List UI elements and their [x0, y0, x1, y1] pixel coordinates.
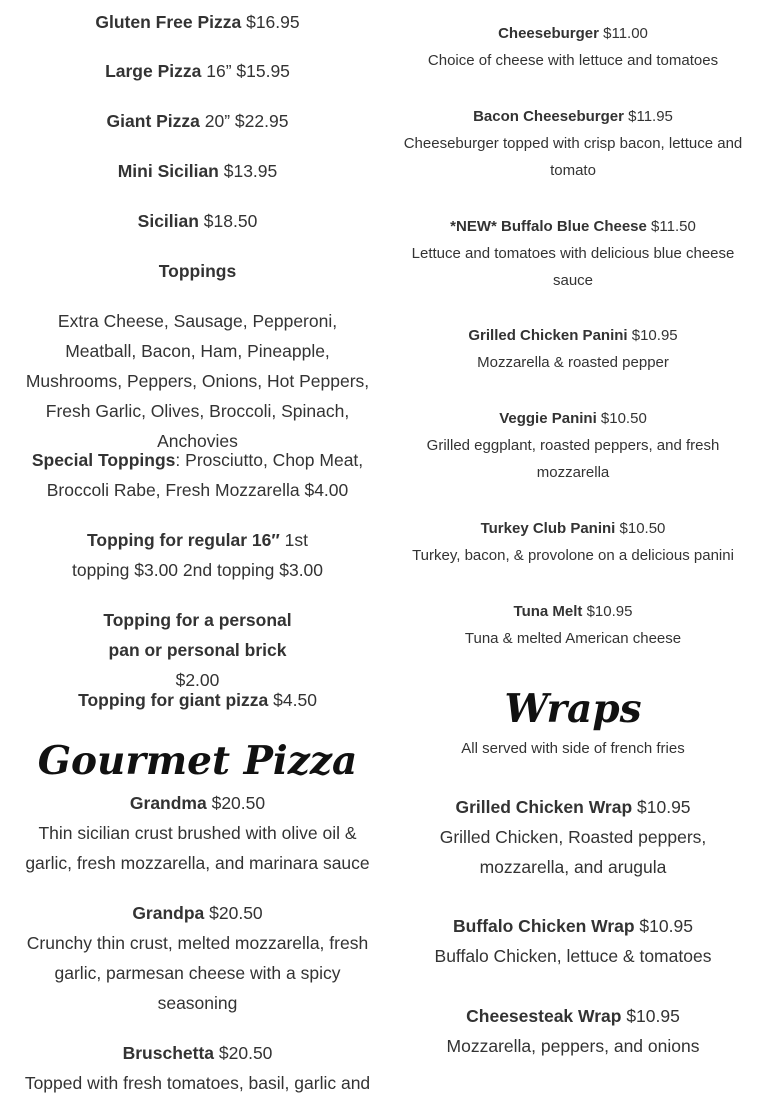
wraps-subtitle: All served with side of french fries: [461, 740, 685, 757]
wrap-item-cheesesteak: [393, 1001, 753, 1061]
toppings-list: Extra Cheese, Sausage, Pepperoni, Meatball, Bacon, Ham, Pineapple, Mushrooms, Peppers, Onions, Hot Peppers, Fresh Garlic, Olives, Broccoli, Spinach, Anchovies: [25, 311, 370, 451]
special-toppings: [20, 445, 375, 505]
menu-line-sicilian: [20, 206, 375, 236]
topping-giant: [20, 685, 375, 715]
item-name: Large Pizza: [105, 61, 202, 81]
item-price: $11.50: [646, 218, 696, 235]
item-name: Mini Sicilian: [117, 161, 219, 181]
sandwich-item-buffalo-blue-cheese: [393, 213, 753, 294]
topping-personal-label: Topping for a personal pan or personal brick: [103, 610, 292, 660]
sandwich-item-turkey-club-panini: [393, 515, 753, 569]
item-price: 16” $15.95: [201, 61, 290, 81]
item-name: Veggie Panini: [499, 410, 597, 427]
item-name: Grandma: [129, 793, 207, 813]
toppings-heading: Toppings: [158, 261, 237, 281]
item-name: Bruschetta: [122, 1043, 215, 1063]
item-description: Thin sicilian crust brushed with olive oil & garlic, fresh mozzarella, and marinara sauce: [25, 823, 370, 873]
topping-regular-label: Topping for regular 16″: [86, 530, 280, 550]
item-name: *NEW* Buffalo Blue Cheese: [450, 218, 647, 235]
item-price: $11.95: [623, 108, 673, 125]
item-description: Tuna & melted American cheese: [464, 630, 682, 647]
item-description: Cheeseburger topped with crisp bacon, lettuce and tomato: [403, 135, 743, 179]
item-price: $13.95: [218, 161, 278, 181]
item-price: 20” $22.95: [199, 111, 289, 131]
item-name: Turkey Club Panini: [480, 520, 616, 537]
item-price: $18.50: [198, 211, 258, 231]
item-description: Crunchy thin crust, melted mozzarella, fresh garlic, parmesan cheese with a spicy seasoning: [26, 933, 369, 1013]
gourmet-item-bruschetta: [20, 1038, 375, 1098]
sandwich-item-tuna-melt: [393, 598, 753, 652]
topping-regular-text: 1st topping $3.00 2nd topping $3.00: [71, 530, 324, 580]
gourmet-pizza-title: Gourmet Pizza: [37, 738, 358, 784]
topping-giant-text: $4.50: [268, 690, 317, 710]
gourmet-item-grandpa: [20, 898, 375, 1018]
item-description: Lettuce and tomatoes with delicious blue cheese sauce: [411, 245, 735, 289]
item-description: Turkey, bacon, & provolone on a delicious panini: [412, 547, 734, 564]
item-name: Cheeseburger: [498, 25, 599, 42]
menu-line-large-pizza: [20, 56, 375, 86]
item-price: $10.95: [634, 916, 693, 936]
menu-line-gluten-free-pizza: [20, 7, 375, 37]
item-name: Tuna Melt: [513, 603, 583, 620]
sandwich-item-veggie-panini: [393, 405, 753, 486]
wraps-title: Wraps: [504, 686, 642, 732]
item-price: $10.95: [621, 1006, 680, 1026]
item-price: $11.00: [598, 25, 648, 42]
item-description: Mozzarella, peppers, and onions: [446, 1036, 700, 1056]
item-description: Topped with fresh tomatoes, basil, garlic and: [24, 1073, 371, 1093]
item-name: Sicilian: [137, 211, 199, 231]
item-name: Gluten Free Pizza: [95, 12, 242, 32]
item-description: Grilled Chicken, Roasted peppers, mozzarella, and arugula: [439, 827, 707, 877]
item-price: $10.95: [582, 603, 633, 620]
item-price: $10.95: [632, 797, 691, 817]
topping-giant-label: Topping for giant pizza: [78, 690, 269, 710]
item-price: $10.50: [596, 410, 647, 427]
item-price: $20.50: [206, 793, 266, 813]
special-toppings-text: : Prosciutto, Chop Meat, Broccoli Rabe, Fresh Mozzarella $4.00: [46, 450, 364, 500]
item-description: Grilled eggplant, roasted peppers, and fresh mozzarella: [426, 437, 720, 481]
item-name: Bacon Cheeseburger: [473, 108, 624, 125]
item-name: Buffalo Chicken Wrap: [453, 916, 635, 936]
item-description: Mozzarella & roasted pepper: [477, 354, 669, 371]
sandwich-item-bacon-cheeseburger: [393, 103, 753, 184]
sandwich-item-grilled-chicken-panini: [393, 322, 753, 376]
item-description: Buffalo Chicken, lettuce & tomatoes: [434, 946, 712, 966]
item-name: Giant Pizza: [106, 111, 200, 131]
topping-regular: [20, 525, 375, 585]
special-toppings-label: Special Toppings: [31, 450, 176, 470]
menu-line-mini-sicilian: [20, 156, 375, 186]
item-price: $10.50: [615, 520, 666, 537]
sandwich-item-cheeseburger: [393, 20, 753, 74]
item-name: Grilled Chicken Wrap: [455, 797, 633, 817]
topping-personal-text: $2.00: [175, 670, 220, 690]
wrap-item-grilled-chicken: [393, 792, 753, 882]
item-description: Choice of cheese with lettuce and tomatoes: [427, 52, 719, 69]
gourmet-item-grandma: [20, 788, 375, 878]
item-name: Cheesesteak Wrap: [466, 1006, 622, 1026]
item-price: $20.50: [204, 903, 263, 923]
item-price: $16.95: [241, 12, 300, 32]
item-price: $20.50: [214, 1043, 273, 1063]
menu-line-giant-pizza: [20, 106, 375, 136]
item-name: Grilled Chicken Panini: [468, 327, 628, 344]
item-name: Grandpa: [132, 903, 205, 923]
topping-personal: [20, 605, 375, 695]
item-price: $10.95: [627, 327, 678, 344]
wrap-item-buffalo-chicken: [393, 911, 753, 971]
